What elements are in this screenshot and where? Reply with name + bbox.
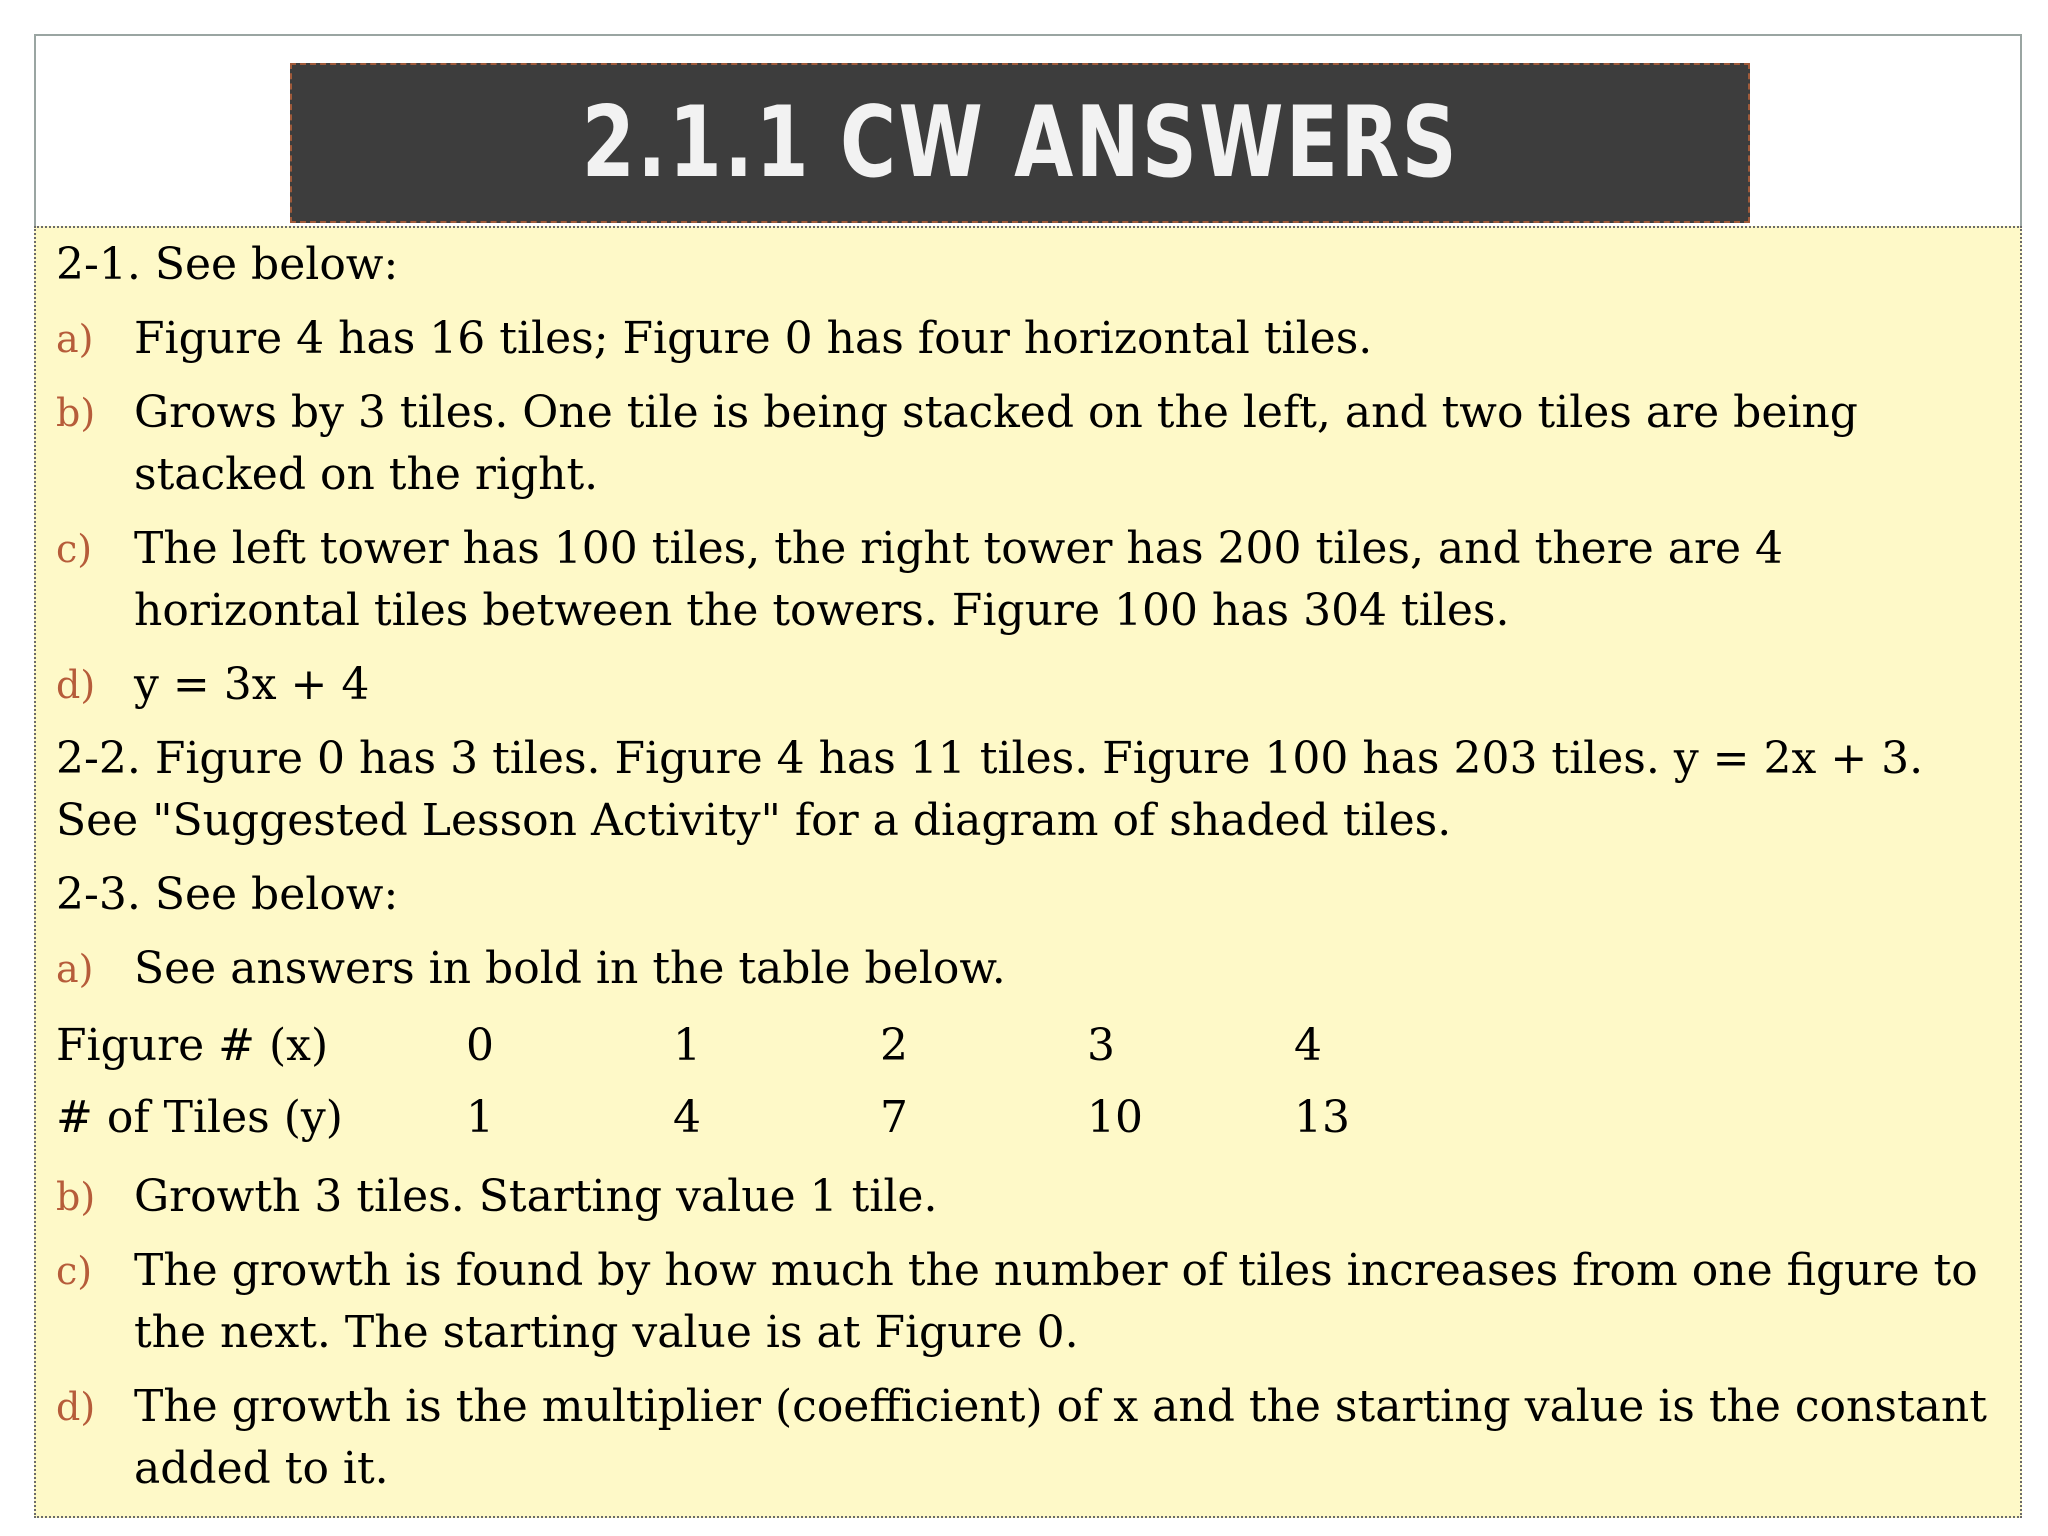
answer-text: The growth is found by how much the number of tiles increases from one figure to the next. The starting value is at Figure 0. (134, 1245, 1978, 1358)
answer-2-1-c (56, 518, 2000, 642)
answer-2-3-a (56, 938, 2000, 1000)
answer-2-3-b (56, 1166, 2000, 1228)
title-banner (290, 63, 1750, 223)
table-row-label: Figure # (x) (56, 1020, 329, 1071)
answer-2-1-d (56, 654, 2000, 716)
answer-panel (34, 226, 2022, 1518)
section-2-2-answer: 2-2. Figure 0 has 3 tiles. Figure 4 has 11 tiles. Figure 100 has 203 tiles. y = 2x + 3. See "Suggested Lesson Activity" for a diagram of shaded tiles. (56, 733, 1924, 846)
list-marker: b) (56, 391, 96, 435)
table-cell: 1 (673, 1020, 701, 1071)
table-cell: 1 (466, 1092, 494, 1143)
list-marker: a) (56, 947, 94, 991)
table-row-figure (56, 1010, 2000, 1082)
list-marker: d) (56, 663, 96, 707)
answer-text: y = 3x + 4 (134, 659, 370, 710)
table-row-tiles (56, 1082, 2000, 1154)
list-marker: d) (56, 1385, 96, 1429)
answer-2-1-b (56, 382, 2000, 506)
table-row-label: # of Tiles (y) (56, 1092, 343, 1143)
answer-text: Growth 3 tiles. Starting value 1 tile. (134, 1171, 938, 1222)
answer-text: The left tower has 100 tiles, the right tower has 200 tiles, and there are 4 horizontal tiles between the towers. Figure 100 has 304 tiles. (134, 523, 1784, 636)
answer-text: Figure 4 has 16 tiles; Figure 0 has four horizontal tiles. (134, 313, 1373, 364)
page-title: 2.1.1 CW ANSWERS (581, 86, 1459, 200)
list-marker: b) (56, 1175, 96, 1219)
section-2-1-heading: 2-1. See below: (56, 239, 399, 290)
table-cell: 13 (1294, 1092, 1350, 1143)
answer-text: See answers in bold in the table below. (134, 943, 1006, 994)
list-marker: c) (56, 1249, 93, 1293)
answer-text: The growth is the multiplier (coefficient) of x and the starting value is the constant added to it. (134, 1381, 1987, 1494)
table-cell: 3 (1087, 1020, 1115, 1071)
table-cell: 2 (880, 1020, 908, 1071)
table-cell: 7 (880, 1092, 908, 1143)
table-cell: 4 (1294, 1020, 1322, 1071)
table-cell: 4 (673, 1092, 701, 1143)
list-marker: a) (56, 317, 94, 361)
table-cell: 0 (466, 1020, 494, 1071)
section-2-3-heading: 2-3. See below: (56, 869, 399, 920)
list-marker: c) (56, 527, 93, 571)
answer-2-3-d (56, 1376, 2000, 1500)
answer-text: Grows by 3 tiles. One tile is being stacked on the left, and two tiles are being stacked on the right. (134, 387, 1858, 500)
answer-2-3-c (56, 1240, 2000, 1364)
answer-2-1-a (56, 308, 2000, 370)
tiles-table (56, 1010, 2000, 1154)
table-cell: 10 (1087, 1092, 1143, 1143)
